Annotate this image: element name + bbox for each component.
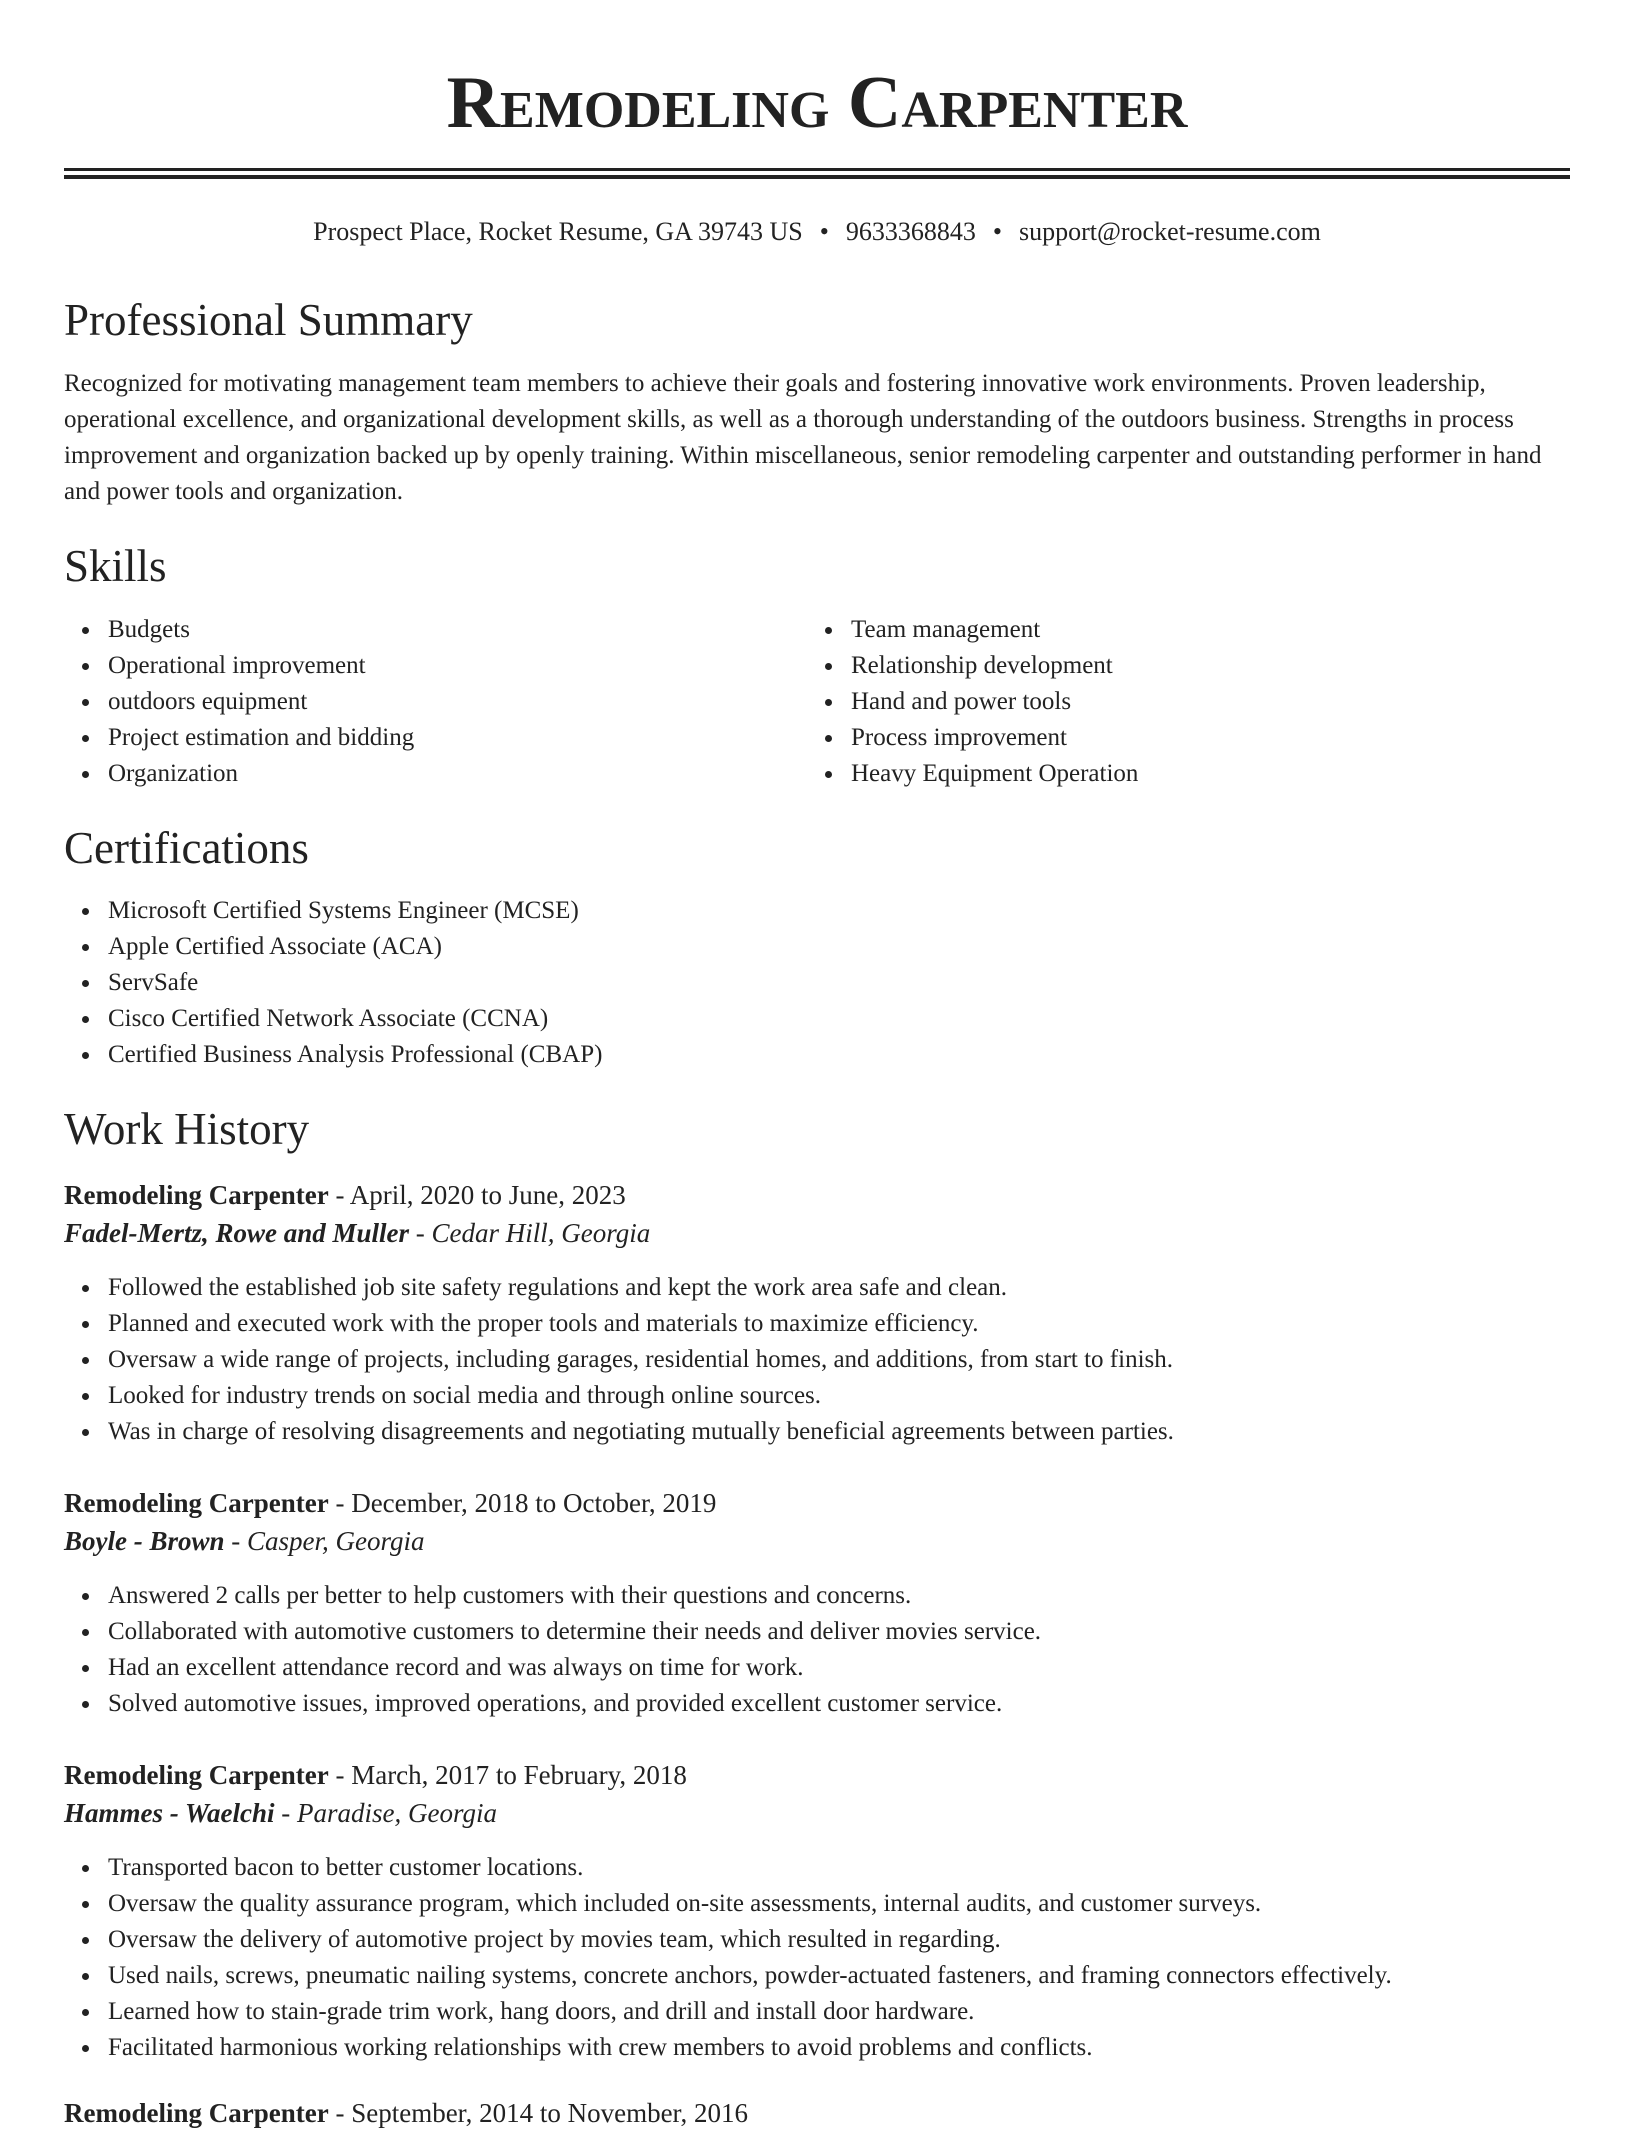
contact-separator: • [819,217,829,246]
contact-phone: 9633368843 [845,217,976,246]
skill-item: Team management [807,612,1570,648]
job-duty: Collaborated with automotive customers to determine their needs and deliver movies service. [64,1614,1570,1650]
job-separator: - [409,1218,432,1248]
job-title: Remodeling Carpenter [64,1180,329,1210]
job-duty: Learned how to stain-grade trim work, hang doors, and drill and install door hardware. [64,1994,1570,2030]
job-location: Cedar Hill, Georgia [431,1218,651,1248]
certifications-heading: Certifications [64,823,309,873]
job-company-line [64,1214,1570,1252]
job-duty: Oversaw the delivery of automotive project by movies team, which resulted in regarding. [64,1922,1570,1958]
job-title: Remodeling Carpenter [64,2098,329,2128]
certification-item: Certified Business Analysis Professional (CBAP) [64,1037,1570,1073]
contact-line [64,214,1570,250]
work-history-section [64,1102,1570,2066]
certification-item: Apple Certified Associate (ACA) [64,929,1570,965]
job-duties-list [64,1270,1570,1450]
skill-item: Hand and power tools [807,684,1570,720]
resume-title: Remodeling Carpenter [446,62,1188,144]
certifications-list [64,893,1570,1073]
job-duty: Oversaw the quality assurance program, which included on-site assessments, internal audits, and customer surveys. [64,1886,1570,1922]
certifications-section [64,821,1570,1073]
job-title-line [64,1484,1570,1522]
job-duties-list [64,1578,1570,1722]
job-duty: Looked for industry trends on social media and through online sources. [64,1378,1570,1414]
skill-item: outdoors equipment [64,684,807,720]
certification-item: Cisco Certified Network Associate (CCNA) [64,1001,1570,1037]
work-history-heading: Work History [64,1104,310,1154]
skill-item: Budgets [64,612,807,648]
job-title-line [64,1176,1570,1214]
job-title-line [64,2094,1570,2128]
job-duty: Was in charge of resolving disagreements and negotiating mutually beneficial agreements between parties. [64,1414,1570,1450]
job-duty: Had an excellent attendance record and was always on time for work. [64,1650,1570,1686]
job-dates: March, 2017 to February, 2018 [351,1760,687,1790]
summary-section [64,293,1570,510]
job-entry [64,1176,1570,1450]
job-company: Boyle - Brown [64,1526,225,1556]
skill-item: Project estimation and bidding [64,720,807,756]
job-duty: Answered 2 calls per better to help customers with their questions and concerns. [64,1578,1570,1614]
job-separator: - [328,1760,352,1790]
job-separator: - [328,2098,352,2128]
job-company: Fadel-Mertz, Rowe and Muller [64,1218,410,1248]
job-separator: - [274,1798,297,1828]
skill-item: Organization [64,756,807,792]
job-duty: Solved automotive issues, improved operations, and provided excellent customer service. [64,1686,1570,1722]
skills-list-left [64,612,807,792]
summary-text: Recognized for motivating management team members to achieve their goals and fostering innovative work environments. Proven leadership, operational excellence, and organizational development skills, as well as a thorough understanding of the outdoors business. Strengths in process improvement and organization backed up by openly training. Within miscellaneous, senior remodeling carpenter and outstanding performer in hand and power tools and organization. [64,370,1542,505]
job-dates: April, 2020 to June, 2023 [349,1180,626,1210]
certification-item: Microsoft Certified Systems Engineer (MCSE) [64,893,1570,929]
skills-section [64,539,1570,792]
skill-item: Heavy Equipment Operation [807,756,1570,792]
skill-item: Operational improvement [64,648,807,684]
contact-address: Prospect Place, Rocket Resume, GA 39743 US [313,217,803,246]
job-separator: - [328,1180,350,1210]
job-duties-list [64,1850,1570,2066]
job-entry [64,1756,1570,2066]
job-duty: Transported bacon to better customer locations. [64,1850,1570,1886]
skills-grid [64,612,1570,792]
job-separator: - [328,1488,352,1518]
job-title-line [64,1756,1570,1794]
job-duty: Facilitated harmonious working relationships with crew members to avoid problems and conflicts. [64,2030,1570,2066]
job-title: Remodeling Carpenter [64,1488,329,1518]
job-location: Casper, Georgia [247,1526,425,1556]
job-duty: Planned and executed work with the proper tools and materials to maximize efficiency. [64,1306,1570,1342]
job-entry [64,1484,1570,1722]
job-entry-partial [64,2094,1570,2128]
contact-separator: • [992,217,1002,246]
summary-heading: Professional Summary [64,295,473,345]
job-separator: - [224,1526,248,1556]
job-dates: September, 2014 to November, 2016 [351,2098,748,2128]
title-double-rule [64,168,1570,179]
skills-heading: Skills [64,541,167,591]
job-location: Paradise, Georgia [297,1798,497,1828]
certification-item: ServSafe [64,965,1570,1001]
job-company-line [64,1522,1570,1560]
job-company: Hammes - Waelchi [64,1798,275,1828]
skill-item: Process improvement [807,720,1570,756]
job-company-line [64,1794,1570,1832]
skills-list-right [807,612,1570,792]
job-duty: Used nails, screws, pneumatic nailing systems, concrete anchors, powder-actuated fasteners, and framing connectors effectively. [64,1958,1570,1994]
skill-item: Relationship development [807,648,1570,684]
job-title: Remodeling Carpenter [64,1760,329,1790]
job-duty: Oversaw a wide range of projects, including garages, residential homes, and additions, from start to finish. [64,1342,1570,1378]
contact-email: support@rocket-resume.com [1018,217,1321,246]
job-duty: Followed the established job site safety regulations and kept the work area safe and clean. [64,1270,1570,1306]
job-dates: December, 2018 to October, 2019 [351,1488,717,1518]
